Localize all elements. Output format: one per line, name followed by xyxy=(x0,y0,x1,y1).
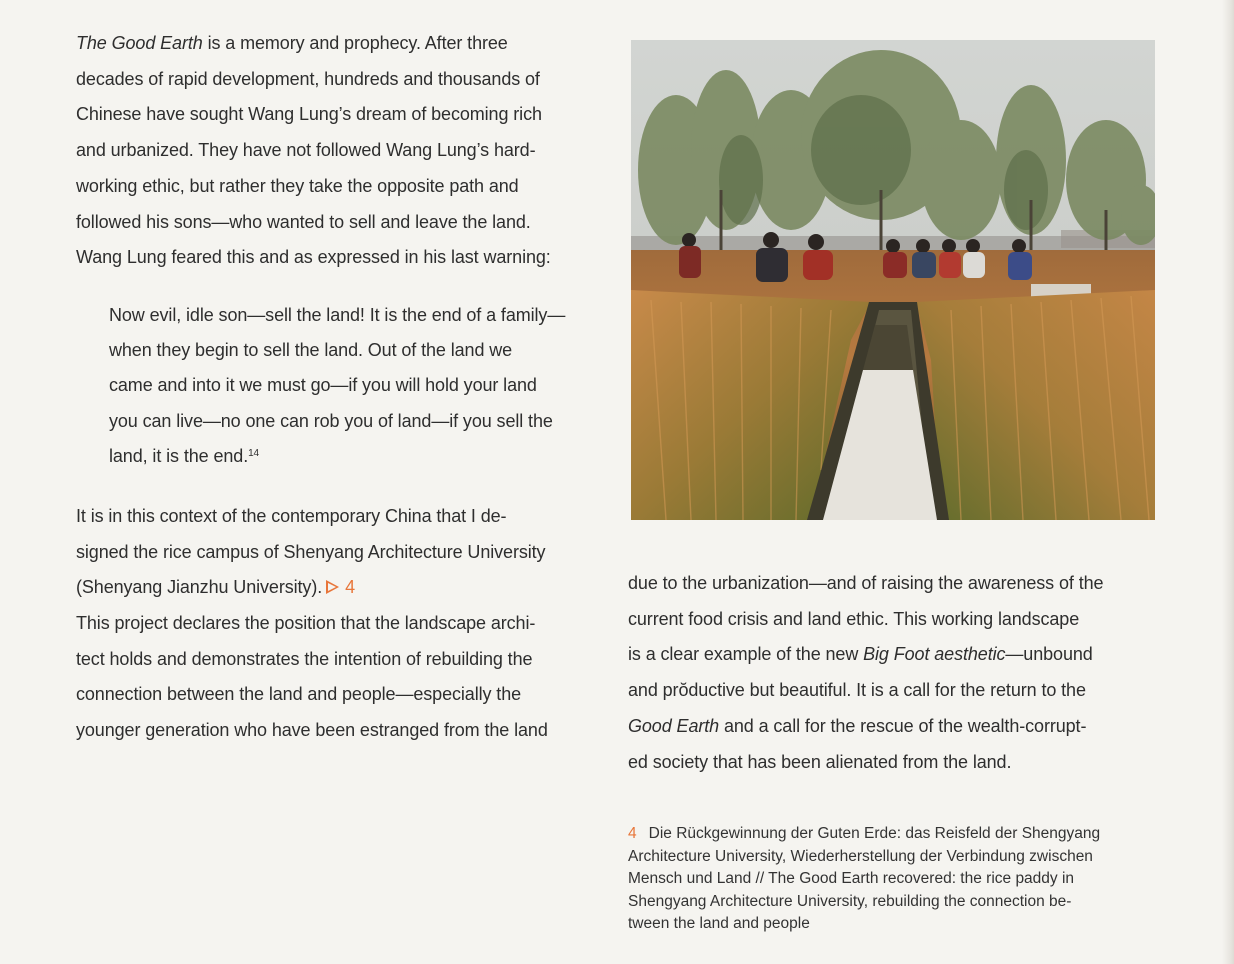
triangle-arrow-icon xyxy=(326,580,339,594)
quote-line: land, it is the end.$^{14}$ xyxy=(109,445,260,466)
caption-line: Shengyang Architecture University, rebuilding the connection be- xyxy=(628,892,1072,910)
figure-number: 4 xyxy=(628,825,637,842)
paragraph-project xyxy=(76,606,608,749)
rice-field-photo xyxy=(631,40,1155,520)
paragraph-context xyxy=(76,499,608,606)
text-line: It is in this context of the contemporary China that I de- xyxy=(76,505,507,526)
quote-line: came and into it we must go—if you will hold your land xyxy=(109,375,537,396)
figure-caption xyxy=(628,823,1158,936)
text-line: ed society that has been alienated from the land. xyxy=(628,751,1012,772)
footnote-marker[interactable]: 14 xyxy=(248,447,260,459)
text-line: (Shenyang Jianzhu University). 4 xyxy=(76,577,356,598)
text-line: tect holds and demonstrates the intention of rebuilding the xyxy=(76,648,533,669)
text-line: Chinese have sought Wang Lung’s dream of becoming rich xyxy=(76,104,542,125)
caption-line: 4 Die Rückgewinnung der Guten Erde: das Reisfeld der Shengyang xyxy=(628,825,1101,842)
text-line: younger generation who have been estranged from the land xyxy=(76,720,548,741)
text-line: Wang Lung feared this and as expressed in his last warning: xyxy=(76,247,551,268)
text-line: This project declares the position that the landscape archi- xyxy=(76,613,536,634)
quote-line: Now evil, idle son—sell the land! It is the end of a family— xyxy=(109,304,566,325)
text-line: decades of rapid development, hundreds and thousands of xyxy=(76,68,540,89)
page-edge xyxy=(1222,0,1234,964)
caption-line: tween the land and people xyxy=(628,915,810,932)
left-column xyxy=(76,26,608,749)
text-line: connection between the land and people—especially the xyxy=(76,684,522,705)
text-line: and urbanized. They have not followed Wang Lung’s hard- xyxy=(76,140,536,161)
text-line: and prŏductive but beautiful. It is a call for the return to the xyxy=(628,680,1086,701)
text-line: is a clear example of the new Big Foot aesthetic—unbound xyxy=(628,644,1093,665)
right-column xyxy=(628,566,1164,780)
text-line: due to the urbanization—and of raising the awareness of the xyxy=(628,573,1104,593)
text-line: working ethic, but rather they take the opposite path and xyxy=(76,175,519,196)
caption-line: Architecture University, Wiederherstellung der Verbindung zwischen xyxy=(628,847,1093,865)
quote-line: you can live—no one can rob you of land—if you sell the xyxy=(109,410,553,431)
text-line: The Good Earth is a memory and prophecy. After three xyxy=(76,33,508,53)
quote-line: when they begin to sell the land. Out of the land we xyxy=(109,340,513,361)
figure-reference[interactable]: 4 xyxy=(326,577,355,597)
text-line: followed his sons—who wanted to sell and leave the land. xyxy=(76,211,531,232)
text-line: Good Earth and a call for the rescue of the wealth-corrupt- xyxy=(628,715,1087,736)
caption-line: Mensch und Land // The Good Earth recovered: the rice paddy in xyxy=(628,870,1075,887)
text-line: current food crisis and land ethic. This working landscape xyxy=(628,608,1080,629)
paragraph-intro xyxy=(76,26,608,276)
text-line: signed the rice campus of Shenyang Architecture University xyxy=(76,541,546,562)
block-quote xyxy=(109,298,608,474)
